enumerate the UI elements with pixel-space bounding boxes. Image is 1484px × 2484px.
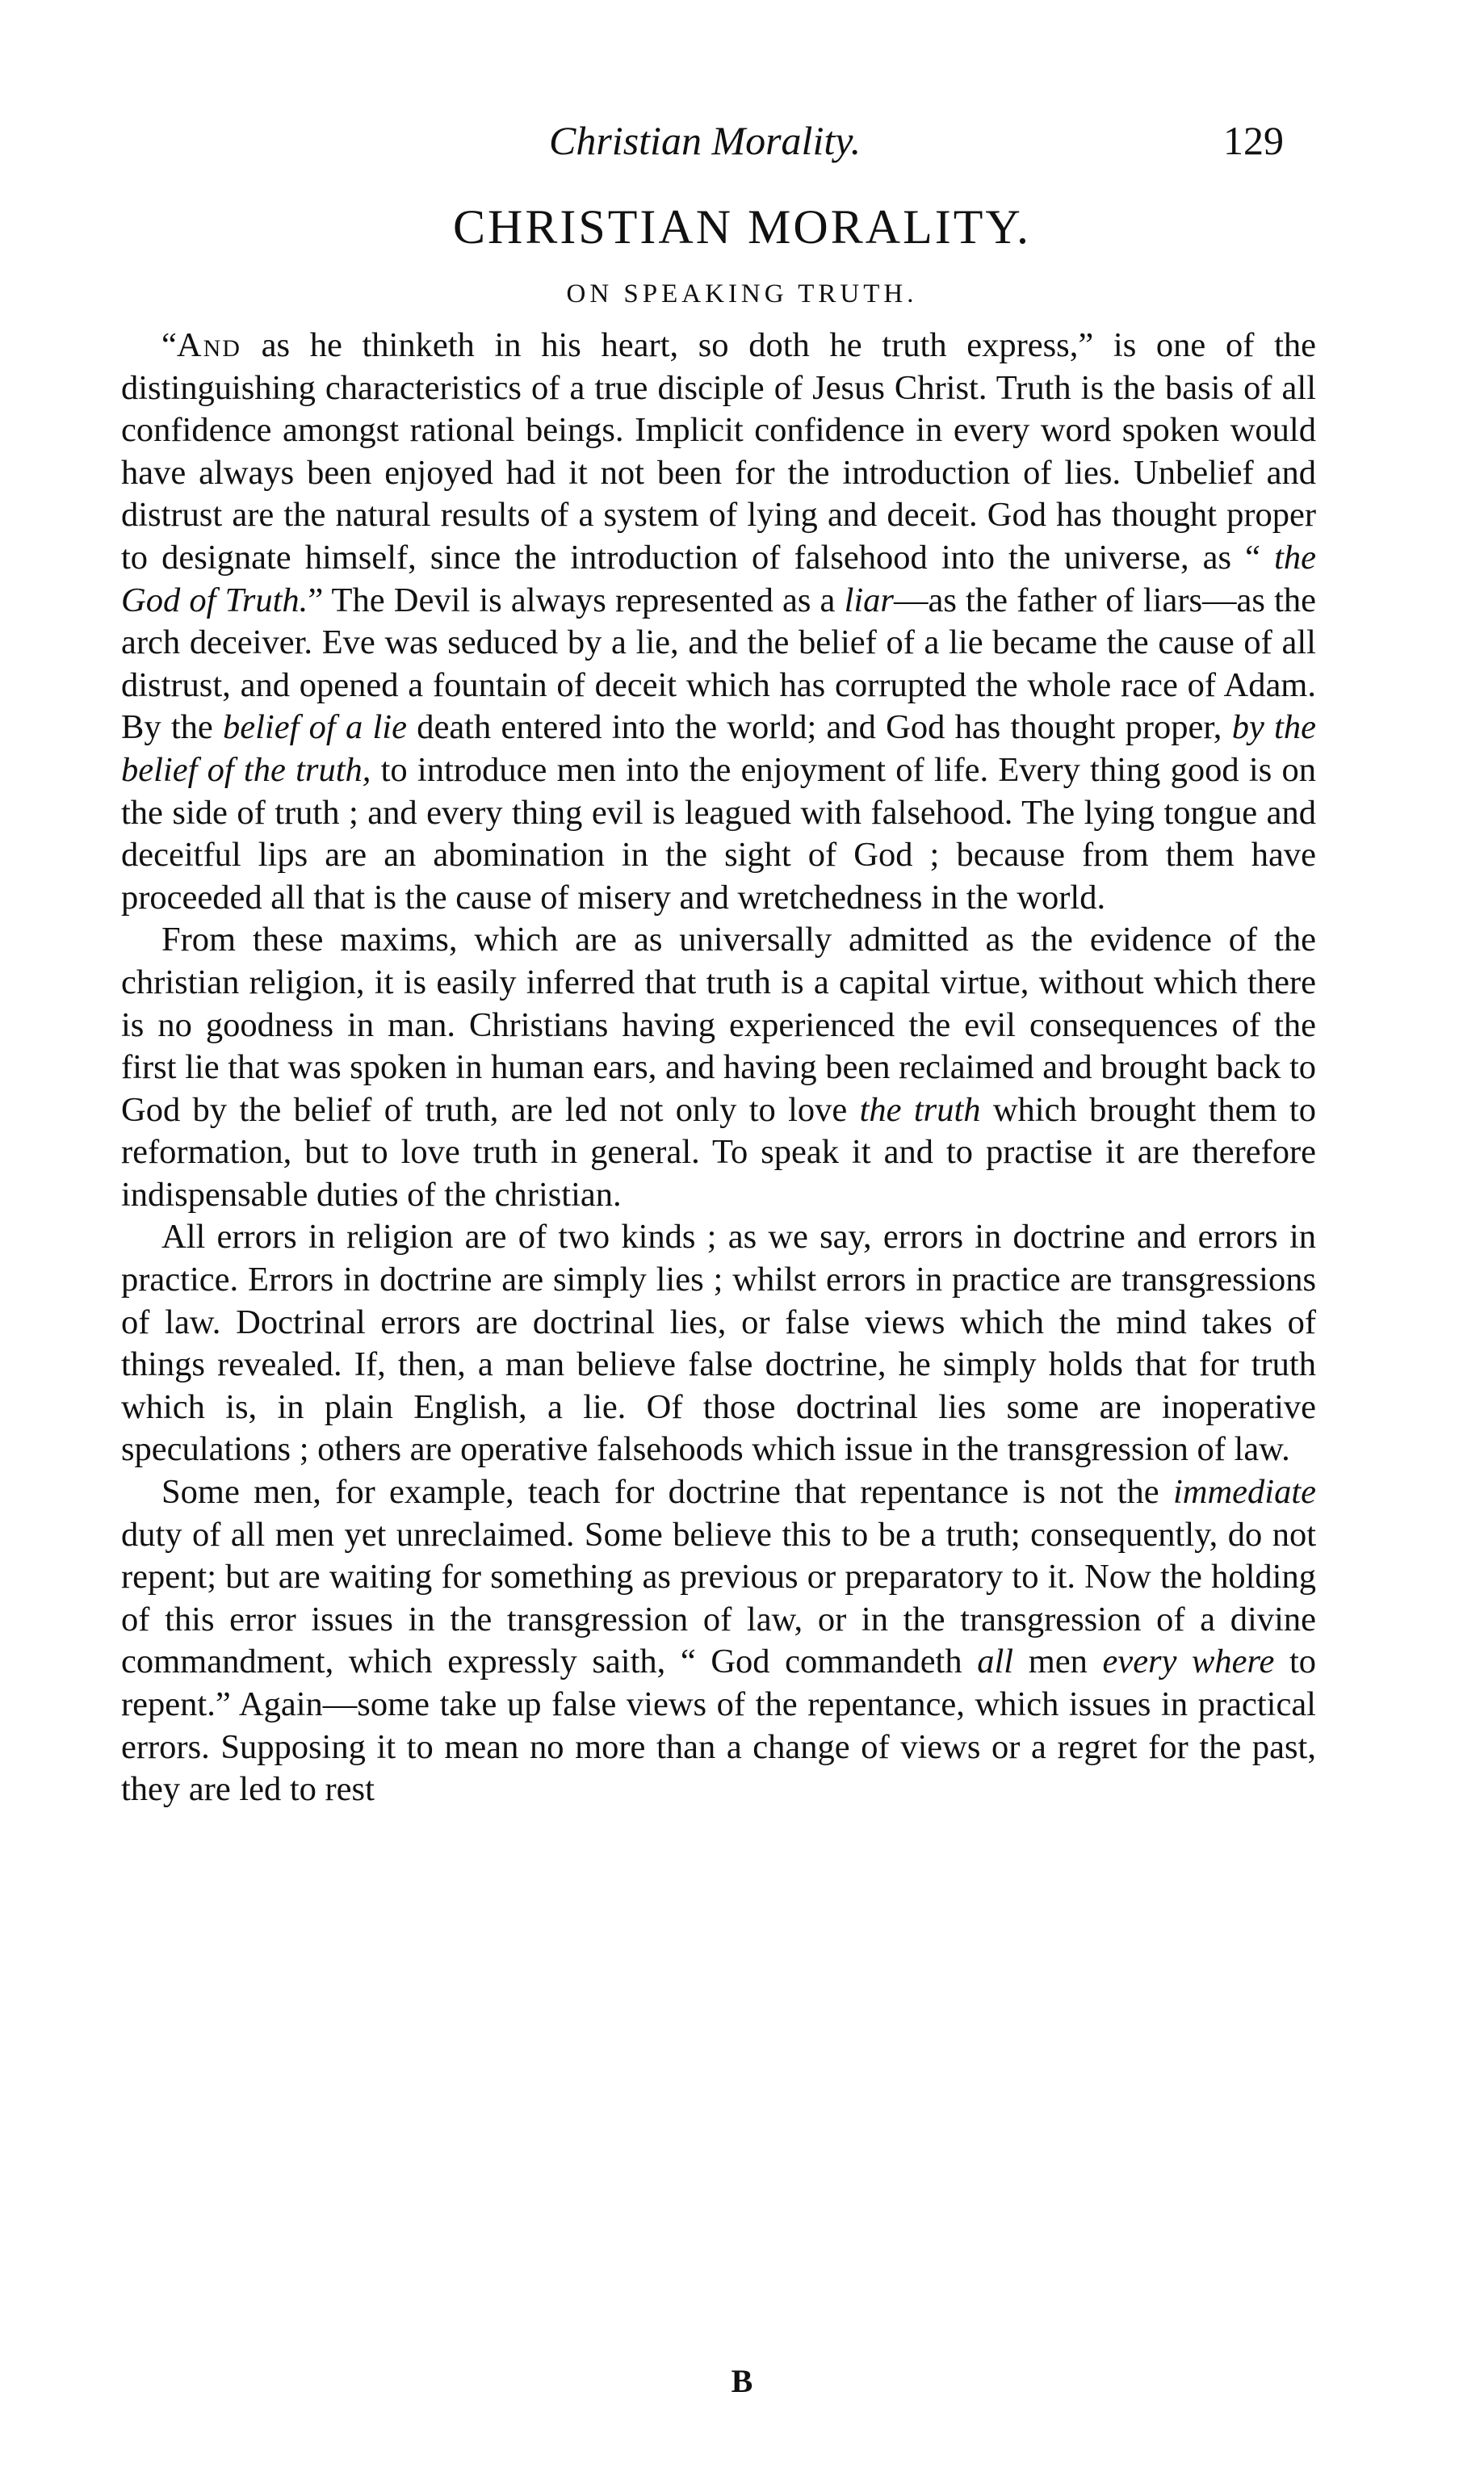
running-head [0,115,1484,171]
text-run: —as the father of liars—as the arch deceiver. Eve was seduced by a lie, and the belief of a lie became the cause of all distrust, and opened a fountain of deceit which has corrupted the whole race of Adam. By the [121,581,1317,747]
italic-run: liar [844,581,894,619]
italic-run: every where [1102,1643,1275,1681]
italic-run: the God of Truth. [121,538,1316,619]
signature-mark: B [731,2363,753,2399]
text-run: death entered into the world; and God has thought proper, [406,708,1232,747]
text-run: duty of all men yet unreclaimed. Some believe this to be a truth; consequently, do not repent; but are waiting for something as previous or preparatory to it. Now the holding of this error issues in the transgression of law, or in the transgression of a divine commandment, which expressly saith, “ God commandeth [121,1515,1316,1681]
text-run: men [1013,1643,1103,1681]
paragraph-1 [121,325,1316,919]
article-subtitle: ON SPEAKING TRUTH. [566,279,918,308]
italic-run: all [977,1643,1014,1681]
opening-quote: “ [161,326,177,364]
running-title: Christian Morality. [549,118,861,163]
lead-word: And [176,326,241,364]
article-title: CHRISTIAN MORALITY. [453,200,1031,254]
italic-run: the truth [859,1090,981,1129]
text-run: to repent.” Again—some take up false views of the repentance, which issues in practical errors. Supposing it to mean no more than a change of views or a regret for the past, they are led to rest [121,1643,1317,1809]
article-body [121,325,1316,1811]
text-run: All errors in religion are of two kinds ; as we say, errors in doctrine and errors in practice. Errors in doctrine are simply lies ; whilst errors in practice are transgressions of law. Doctrinal errors are doctrinal lies, or false views which the mind takes of things revealed. If, then, a man believe false doctrine, he simply holds that for truth which is, in plain English, a lie. Of those doctrinal lies some are inoperative speculations ; others are operative falsehoods which issue in the transgression of law. [121,1218,1316,1469]
text-run: as he thinketh in his heart, so doth he truth express,” is one of the distinguishing characteristics of a true disciple of Jesus Christ. Truth is the basis of all confidence amongst rational beings. Implicit confidence in every word spoken would have always been enjoyed had it not been for the introduction of lies. Unbelief and distrust are the natural results of a system of lying and deceit. God has thought proper to designate himself, since the introduction of falsehood into the universe, as “ [121,326,1316,577]
text-run: which brought them to reformation, but to love truth in general. To speak it and to practise it are therefore indispensable duties of the christian. [121,1090,1316,1214]
page-number: 129 [1223,118,1284,163]
paragraph-3 [121,1216,1316,1471]
paragraph-2 [121,919,1316,1216]
text-run: From these maxims, which are as universally admitted as the evidence of the christian religion, it is easily inferred that truth is a capital virtue, without which there is no goodness in man. Christians having experienced the evil consequences of the first lie that was spoken in human ears, and having been reclaimed and brought back to God by the belief of truth, are led not only to love [121,921,1316,1129]
text-run: Some men, for example, teach for doctrine that repentance is not the [161,1473,1173,1512]
paragraph-4 [121,1471,1316,1811]
italic-run: by the belief of the truth, [121,708,1316,789]
italic-run: immediate [1172,1473,1316,1512]
italic-run: belief of a lie [223,708,407,747]
text-run: ” The Devil is always represented as a [308,581,845,619]
text-run: to introduce men into the enjoyment of life. Every thing good is on the side of truth ; and every thing evil is leagued with falsehood. The lying tongue and deceitful lips are an abomination in the sight of God ; because from them have proceeded all that is the cause of misery and wretchedness in the world. [121,750,1316,917]
